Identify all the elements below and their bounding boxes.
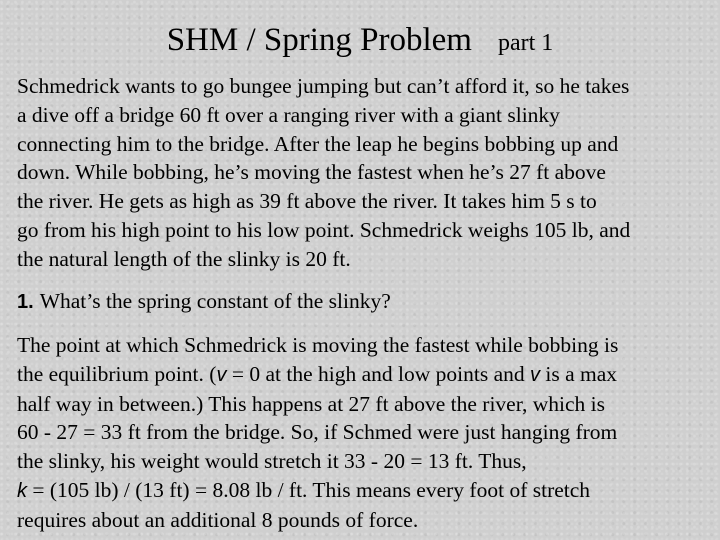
question-1 — [17, 287, 712, 317]
answer-line: = (105 lb) / (13 ft) = 8.08 lb / ft. This means every foot of stretch — [27, 477, 591, 502]
problem-line: a dive off a bridge 60 ft over a ranging river with a giant slinky — [17, 102, 560, 127]
velocity-symbol: v — [529, 363, 540, 386]
answer-line: The point at which Schmedrick is moving the fastest while bobbing is — [17, 333, 619, 357]
answer-line: 60 - 27 = 33 ft from the bridge. So, if Schmed were just hanging from — [17, 420, 618, 445]
title-main: SHM / Spring Problem — [166, 22, 472, 58]
problem-line: the river. He gets as high as 39 ft above the river. It takes him 5 s to — [17, 189, 597, 214]
answer-explanation — [17, 331, 712, 535]
title-part-label: part 1 — [497, 30, 554, 56]
problem-line: Schmedrick wants to go bungee jumping but can’t afford it, so he takes — [17, 74, 630, 98]
slide-title — [0, 22, 720, 59]
problem-line: down. While bobbing, he’s moving the fastest when he’s 27 ft above — [17, 160, 606, 185]
question-number: 1. — [17, 291, 34, 313]
answer-line: half way in between.) This happens at 27 ft above the river, which is — [17, 391, 606, 416]
problem-line: the natural length of the slinky is 20 ft. — [17, 246, 351, 271]
spring-constant-symbol: k — [17, 479, 27, 502]
problem-line: connecting him to the bridge. After the leap he begins bobbing up and — [17, 131, 619, 156]
answer-line: the equilibrium point. ( — [17, 361, 217, 386]
answer-line: requires about an additional 8 pounds of force. — [17, 507, 419, 532]
problem-statement — [17, 72, 712, 274]
answer-line: is a max — [539, 361, 618, 386]
velocity-symbol: v — [216, 363, 227, 386]
question-text: What’s the spring constant of the slinky? — [39, 289, 391, 313]
problem-line: go from his high point to his low point. Schmedrick weighs 105 lb, and — [17, 217, 631, 242]
answer-line: = 0 at the high and low points and — [226, 361, 530, 386]
answer-line: the slinky, his weight would stretch it 33 - 20 = 13 ft. Thus, — [17, 449, 527, 474]
